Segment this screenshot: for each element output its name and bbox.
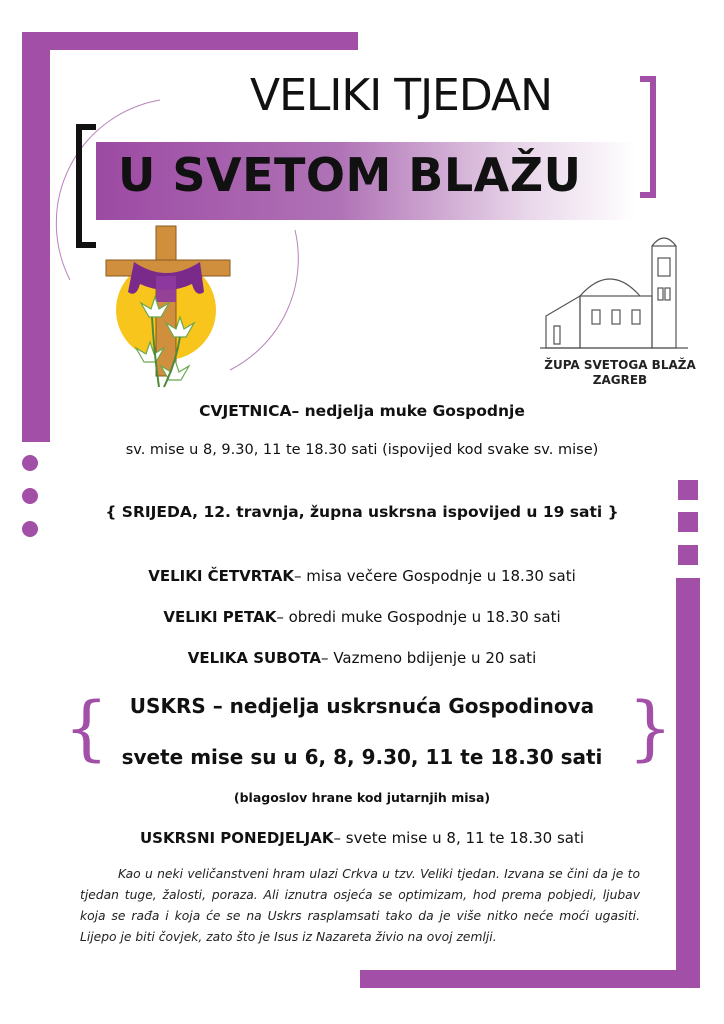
monday-text: – svete mise u 8, 11 te 18.30 sati — [333, 829, 585, 847]
title-line-1: VELIKI TJEDAN — [250, 70, 552, 121]
frame-top-bar — [22, 32, 358, 50]
wednesday-confession: { SRIJEDA, 12. travnja, župna uskrsna ispovijed u 19 sati } — [105, 503, 619, 521]
easter-note: (blagoslov hrane kod jutarnjih misa) — [233, 790, 491, 805]
thursday-line — [0, 567, 724, 585]
saturday-day: VELIKA SUBOTA — [187, 649, 322, 667]
decor-dot-3 — [22, 521, 38, 537]
easter-right-brace: } — [628, 687, 673, 769]
decor-square-3 — [678, 545, 698, 565]
thursday-text: – misa večere Gospodnje u 18.30 sati — [293, 567, 576, 585]
saturday-text: – Vazmeno bdijenje u 20 sati — [321, 649, 537, 667]
parish-label — [540, 358, 700, 388]
left-bracket — [76, 124, 96, 248]
saturday-line — [0, 649, 724, 667]
monday-day: USKRSNI PONEDJELJAK — [139, 829, 334, 847]
title-line-2: U SVETOM BLAŽU — [118, 148, 582, 202]
monday-line — [0, 829, 724, 847]
reflection-paragraph: Kao u neki veličanstveni hram ulazi Crkva u tzv. Veliki tjedan. Izvana se čini da je to tjedan tuge, žalosti, poraza. Ali iznutra osjeća se optimizam, hod prema pobjedi, ljubav koja se rađa i koja će se na Uskrs rasplamsati tako da je više nitko neće moći ugasiti. Lijepo je biti čovjek, zato što je Isus iz Nazareta živio na ovoj zemlji. — [80, 867, 640, 944]
frame-bottom-bar — [360, 970, 700, 988]
easter-title: USKRS – nedjelja uskrsnuća Gospodinova — [129, 694, 595, 718]
right-bracket — [640, 76, 656, 198]
parish-name: ŽUPA SVETOGA BLAŽA — [544, 358, 696, 372]
friday-day: VELIKI PETAK — [163, 608, 277, 626]
palm-sunday-title: CVJETNICA– nedjelja muke Gospodnje — [199, 402, 525, 420]
thursday-day: VELIKI ČETVRTAK — [148, 567, 294, 585]
decor-square-1 — [678, 480, 698, 500]
parish-city: ZAGREB — [592, 373, 648, 387]
cross-with-lilies-icon — [104, 222, 234, 392]
easter-left-brace: { — [64, 687, 109, 769]
palm-sunday-masses: sv. mise u 8, 9.30, 11 te 18.30 sati (ispovijed kod svake sv. mise) — [125, 442, 599, 458]
friday-line — [0, 608, 724, 626]
decor-dot-2 — [22, 488, 38, 504]
friday-text: – obredi muke Gospodnje u 18.30 sati — [276, 608, 561, 626]
easter-masses: svete mise su u 6, 8, 9.30, 11 te 18.30 sati — [121, 745, 603, 769]
frame-right-bar — [676, 578, 700, 988]
church-drawing-icon — [540, 226, 690, 356]
